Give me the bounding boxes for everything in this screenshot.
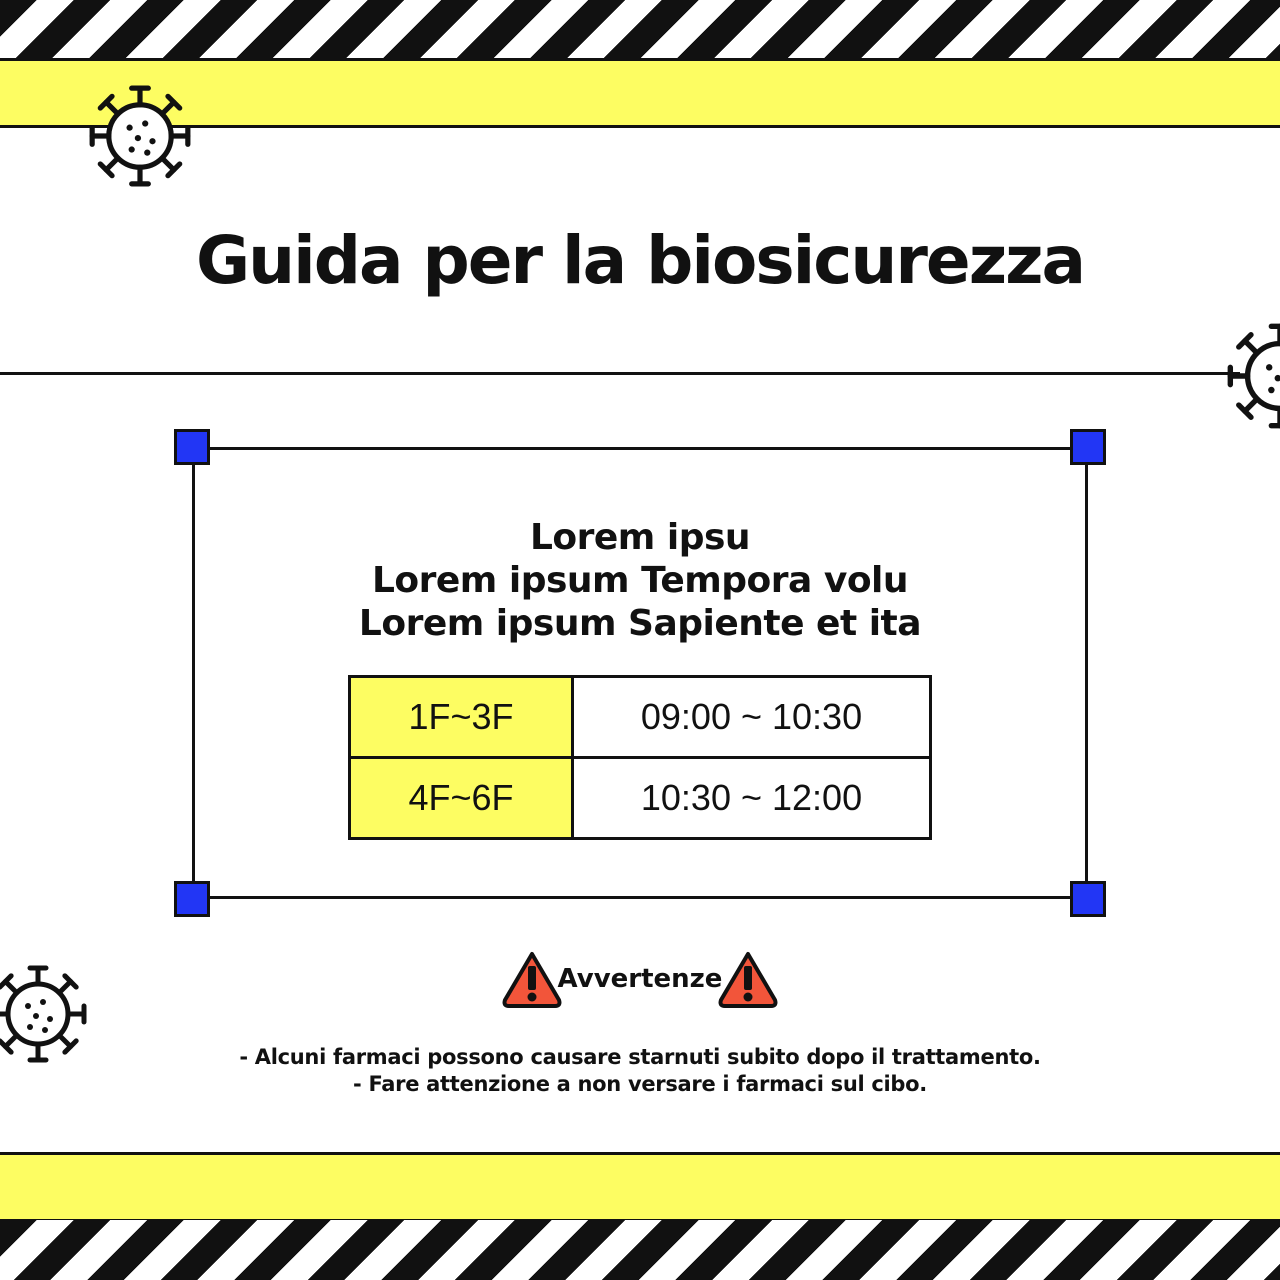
bottom-yellow-band [0, 1152, 1280, 1222]
frame-corner-handle [174, 429, 210, 465]
table-row [350, 758, 931, 839]
top-hazard-stripes [0, 0, 1280, 60]
frame-corner-handle [174, 881, 210, 917]
warning-heading [0, 950, 1280, 1008]
info-line: Lorem ipsum Sapiente et ita [358, 603, 922, 644]
warning-triangle-icon [718, 950, 778, 1008]
virus-icon [88, 84, 192, 188]
frame-corner-handle [1070, 429, 1106, 465]
virus-icon [1226, 322, 1280, 430]
floor-cell: 1F~3F [350, 677, 573, 758]
frame-corner-handle [1070, 881, 1106, 917]
note-line: - Alcuni farmaci possono causare starnuti subito dopo il trattamento. [239, 1045, 1041, 1069]
floor-cell: 4F~6F [350, 758, 573, 839]
info-text [192, 516, 1088, 645]
info-line: Lorem ipsu [529, 517, 751, 558]
time-cell: 10:30 ~ 12:00 [573, 758, 931, 839]
bottom-hazard-stripes [0, 1220, 1280, 1280]
table-row [350, 677, 931, 758]
divider-line [0, 372, 1240, 375]
warning-triangle-icon [502, 950, 562, 1008]
top-yellow-band [0, 58, 1280, 128]
time-cell: 09:00 ~ 10:30 [573, 677, 931, 758]
schedule-table [348, 675, 932, 840]
info-line: Lorem ipsum Tempora volu [371, 560, 909, 601]
page-title: Guida per la biosicurezza [195, 222, 1085, 299]
warning-notes [0, 1044, 1280, 1098]
note-line: - Fare attenzione a non versare i farmaci sul cibo. [353, 1072, 927, 1096]
warning-label: Avvertenze [557, 964, 723, 994]
